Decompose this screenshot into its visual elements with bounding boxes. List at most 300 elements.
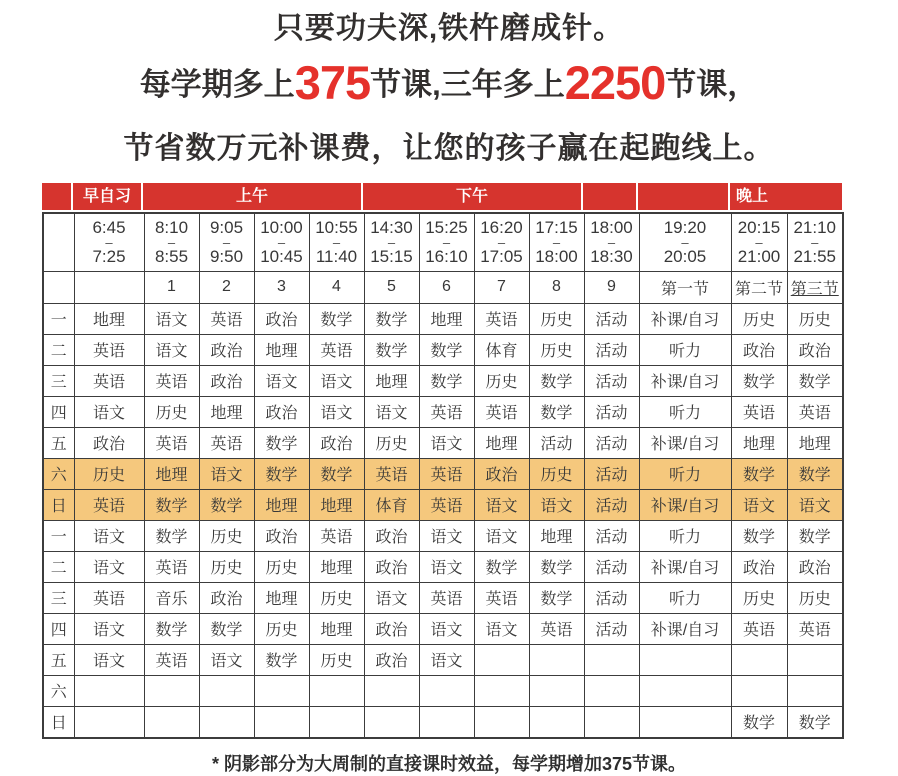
subject-cell [254,644,309,675]
subject-cell [787,396,843,427]
time-dash: – [811,234,819,250]
corner-cell [43,213,74,272]
subject-cell [309,675,364,706]
time-start: 9:05 [209,218,244,238]
subject-cell-text: 英语 [155,374,188,392]
time-dash: – [755,234,763,250]
subject-cell-text: 听力 [668,343,701,361]
subject-cell-text: 数学 [798,374,831,392]
subject-cell [639,396,731,427]
header-bar-segment [363,183,583,210]
subject-cell-text: 补课/自习 [650,498,720,516]
subject-cell-text: 活动 [595,529,628,547]
subject-cell [309,520,364,551]
subject-cell [529,489,584,520]
table-row [43,365,843,396]
subject-cell-text: 英语 [485,591,518,609]
subject-cell-text: 活动 [595,591,628,609]
subject-cell-text: 听力 [668,405,701,423]
subject-cell-text: 音乐 [155,591,188,609]
subject-cell [199,303,254,334]
subject-cell [309,551,364,582]
time-start: 20:15 [737,218,781,238]
subject-cell [584,582,639,613]
time-dash: – [681,234,689,250]
subject-cell-text: 语文 [430,436,463,454]
day-label [43,613,74,644]
subject-cell-text: 英语 [92,498,125,516]
day-label-text: 四 [50,622,67,640]
subject-cell-text: 数学 [742,467,775,485]
subject-cell [364,706,419,738]
time-end: 17:05 [480,246,523,266]
subject-cell-text: 英语 [155,436,188,454]
time-dash: – [105,234,113,250]
subject-cell-text: 历史 [210,560,243,578]
subject-cell-text: 活动 [595,467,628,485]
day-label [43,334,74,365]
subject-cell [419,520,474,551]
subject-cell-text: 语文 [485,498,518,516]
subject-cell [144,458,199,489]
subject-cell-text: 听力 [668,467,701,485]
subject-cell [731,334,787,365]
header-bar-segment-empty [583,183,638,210]
subject-cell [529,706,584,738]
subject-cell [731,427,787,458]
subject-cell [74,427,144,458]
table-row [43,644,843,675]
subject-cell-text: 英语 [92,374,125,392]
subject-cell [309,613,364,644]
table-header-bar [42,183,842,210]
subject-cell [474,644,529,675]
subject-cell [731,458,787,489]
subject-cell-text: 英语 [210,436,243,454]
header-bar-label: 早自习 [82,187,131,205]
subject-cell [787,551,843,582]
table-row [43,396,843,427]
subject-cell-text: 数学 [798,467,831,485]
subject-cell-text: 政治 [265,312,298,330]
subject-cell [419,334,474,365]
subject-cell-text: 地理 [485,436,518,454]
subject-cell [474,551,529,582]
subject-cell-text: 数学 [155,498,188,516]
subject-cell [309,706,364,738]
subject-cell-text: 补课/自习 [650,374,720,392]
subject-cell [474,334,529,365]
day-label [43,396,74,427]
subject-cell [144,520,199,551]
header-bar-segment [73,183,143,210]
table-row [43,427,843,458]
subject-cell [639,675,731,706]
period-cell-text: 8 [552,278,561,296]
day-label [43,458,74,489]
subject-cell [584,706,639,738]
subject-cell-text: 地理 [92,312,125,330]
subject-cell-text: 地理 [210,405,243,423]
subject-cell [419,675,474,706]
subject-cell-text: 历史 [320,591,353,609]
subject-cell [309,303,364,334]
header-bar-segment [730,183,842,210]
subject-cell-text: 历史 [540,467,573,485]
subject-cell-text: 语文 [430,560,463,578]
subject-cell-text: 语文 [265,374,298,392]
subject-cell-text: 数学 [210,622,243,640]
subject-cell-text: 英语 [92,591,125,609]
subject-cell [254,334,309,365]
subject-cell [199,396,254,427]
subject-cell [74,644,144,675]
table-row [43,613,843,644]
period-cell [419,271,474,303]
subject-cell [144,396,199,427]
subject-cell [584,520,639,551]
subject-cell-text: 英语 [742,405,775,423]
subject-cell-text: 历史 [798,312,831,330]
subject-cell-text: 语文 [92,560,125,578]
subject-cell [364,582,419,613]
period-cell-text: 1 [167,278,176,296]
period-cell [144,271,199,303]
subject-cell [364,489,419,520]
subject-cell-text: 历史 [485,374,518,392]
subject-cell [584,365,639,396]
subject-cell [731,675,787,706]
subject-cell-text: 语文 [742,498,775,516]
subject-cell [529,365,584,396]
period-cell-text: 9 [607,278,616,296]
subject-cell-text: 数学 [798,715,831,733]
day-label [43,365,74,396]
subject-cell-text: 活动 [595,560,628,578]
subject-cell [731,396,787,427]
subject-cell [254,613,309,644]
subject-cell-text: 语文 [430,622,463,640]
subject-cell-text: 地理 [155,467,188,485]
period-cell [731,271,787,303]
subject-cell-text: 政治 [375,653,408,671]
subject-cell [254,396,309,427]
subject-cell-text: 英语 [320,343,353,361]
subject-cell-text: 体育 [375,498,408,516]
subject-cell-text: 数学 [210,498,243,516]
period-label-corner [43,271,74,303]
time-start: 14:30 [370,218,413,238]
subject-cell [419,551,474,582]
subject-cell-text: 数学 [375,343,408,361]
period-cell-text: 5 [387,278,396,296]
time-cell [309,213,364,272]
period-cell [639,271,731,303]
subject-cell [787,489,843,520]
day-label [43,706,74,738]
subject-cell-text: 英语 [742,622,775,640]
subject-cell [364,613,419,644]
subject-cell-text: 数学 [430,343,463,361]
subject-cell-text: 政治 [92,436,125,454]
subject-cell-text: 语文 [92,622,125,640]
subject-cell-text: 英语 [375,467,408,485]
time-cell [731,213,787,272]
subject-cell [364,644,419,675]
subject-cell-text: 英语 [430,467,463,485]
subject-cell [144,365,199,396]
time-cell [584,213,639,272]
subject-cell [144,489,199,520]
subject-cell-text: 英语 [485,312,518,330]
subject-cell-text: 数学 [375,312,408,330]
subject-cell [309,489,364,520]
subject-cell [254,489,309,520]
subject-cell-text: 数学 [155,529,188,547]
subject-cell [787,613,843,644]
subject-cell [584,644,639,675]
subject-cell [419,644,474,675]
timetable [42,212,844,739]
table-row [43,551,843,582]
subject-cell-text: 地理 [265,343,298,361]
subject-cell-text: 体育 [485,343,518,361]
subject-cell [639,644,731,675]
subject-cell [529,613,584,644]
table-row [43,489,843,520]
subject-cell [529,334,584,365]
subject-cell [639,458,731,489]
subject-cell [529,427,584,458]
period-cell-text: 3 [277,278,286,296]
subject-cell-text: 地理 [320,498,353,516]
subject-cell [787,303,843,334]
subject-cell-text: 数学 [540,560,573,578]
subject-cell-text: 语文 [320,374,353,392]
time-start: 16:20 [480,218,523,238]
subject-cell [474,706,529,738]
time-end: 11:40 [315,246,358,266]
lessons-three-years-number: 2250 [564,55,666,109]
period-cell [74,271,144,303]
subject-cell [74,334,144,365]
subject-cell-text: 活动 [595,622,628,640]
subject-cell [639,365,731,396]
subject-cell [787,706,843,738]
subject-cell-text: 英语 [430,498,463,516]
subject-cell [309,582,364,613]
table-row [43,582,843,613]
subject-cell-text: 英语 [798,405,831,423]
day-label-text: 五 [50,436,67,454]
day-label-text: 五 [50,653,67,671]
subject-cell-text: 补课/自习 [650,436,720,454]
period-cell-text: 6 [442,278,451,296]
time-end: 16:10 [425,246,468,266]
subject-cell [199,427,254,458]
table-row [43,520,843,551]
subject-cell-text: 活动 [540,436,573,454]
subject-cell-text: 语文 [320,405,353,423]
subject-cell-text: 数学 [320,467,353,485]
subject-cell [731,706,787,738]
subject-cell [309,396,364,427]
subject-cell-text: 历史 [210,529,243,547]
subject-cell [731,613,787,644]
period-cell [529,271,584,303]
subject-cell [199,644,254,675]
subject-cell-text: 语文 [375,591,408,609]
period-cell [474,271,529,303]
period-cell-text: 第一节 [660,280,709,298]
subject-cell [474,613,529,644]
time-dash: – [222,234,231,250]
slogan-line-3: 节省数万元补课费，让您的孩子赢在起跑线上。 [123,131,775,165]
subject-cell [787,365,843,396]
subject-cell [787,582,843,613]
subject-cell-text: 地理 [265,591,298,609]
subject-cell [529,644,584,675]
subject-cell [787,675,843,706]
subject-cell [74,675,144,706]
subject-cell-text: 政治 [742,343,775,361]
subject-cell-text: 历史 [155,405,188,423]
time-cell [474,213,529,272]
subject-cell-text: 数学 [320,312,353,330]
lessons-per-term-number: 375 [294,55,371,109]
subject-cell-text: 政治 [485,467,518,485]
subject-cell [529,458,584,489]
period-cell [584,271,639,303]
subject-cell [309,458,364,489]
subject-cell-text: 活动 [595,374,628,392]
subject-cell-text: 数学 [265,467,298,485]
period-cell-text: 7 [497,278,506,296]
subject-cell [74,396,144,427]
time-cell [419,213,474,272]
subject-cell [529,582,584,613]
subject-cell-text: 英语 [92,343,125,361]
subject-cell [364,303,419,334]
subject-cell-text: 数学 [742,715,775,733]
subject-cell [639,582,731,613]
timetable-section [42,183,844,739]
subject-cell-text: 语文 [92,405,125,423]
subject-cell [419,613,474,644]
time-start: 21:10 [793,218,837,238]
header-bar-segment-empty [638,183,730,210]
time-dash: – [552,234,561,250]
subject-cell-text: 语文 [798,498,831,516]
subject-cell [199,582,254,613]
subject-cell-text: 语文 [155,343,188,361]
table-row [43,706,843,738]
subject-cell-text: 政治 [798,343,831,361]
subject-cell [529,551,584,582]
slogan-line-2 [0,52,898,113]
subject-cell-text: 数学 [742,374,775,392]
subject-cell-text: 政治 [798,560,831,578]
day-label-text: 日 [50,498,67,516]
subject-cell [787,644,843,675]
subject-cell [584,396,639,427]
day-label-text: 日 [50,715,67,733]
subject-cell-text: 语文 [210,467,243,485]
day-label-text: 二 [50,343,67,361]
period-cell [199,271,254,303]
subject-cell-text: 英语 [540,622,573,640]
subject-cell-text: 活动 [595,498,628,516]
subject-cell [364,458,419,489]
period-cell-text: 4 [332,278,341,296]
subject-cell [364,334,419,365]
header-bar-label: 晚上 [736,187,769,205]
subject-cell-text: 活动 [595,343,628,361]
subject-cell [144,613,199,644]
subject-cell [584,551,639,582]
day-label [43,427,74,458]
subject-cell [74,706,144,738]
subject-cell [144,644,199,675]
subject-cell-text: 地理 [430,312,463,330]
time-dash: – [442,234,451,250]
subject-cell [787,334,843,365]
time-start: 17:15 [535,218,578,238]
subject-cell [731,644,787,675]
subject-cell-text: 政治 [742,560,775,578]
subject-cell-text: 历史 [92,467,125,485]
subject-cell [731,551,787,582]
time-start: 10:00 [260,218,303,238]
time-dash: – [332,234,341,250]
subject-cell [74,551,144,582]
day-label-text: 六 [50,467,67,485]
subject-cell-text: 英语 [485,405,518,423]
subject-cell-text: 语文 [430,653,463,671]
subject-cell [144,582,199,613]
subject-cell [419,706,474,738]
subject-cell [74,520,144,551]
header-bar-label: 上午 [235,187,268,205]
time-dash: – [167,234,176,250]
subject-cell-text: 数学 [430,374,463,392]
period-cell [364,271,419,303]
subject-cell-text: 数学 [540,405,573,423]
day-label-text: 一 [50,312,67,330]
subject-cell [731,365,787,396]
footnote: * 阴影部分为大周制的直接课时效益，每学期增加375节课。 [211,753,687,774]
subject-cell [199,520,254,551]
time-dash: – [387,234,396,250]
period-cell-text: 第二节 [734,280,783,298]
subject-cell [144,706,199,738]
day-label-text: 四 [50,405,67,423]
day-label [43,675,74,706]
subject-cell [199,706,254,738]
time-start: 15:25 [425,218,468,238]
subject-cell-text: 听力 [668,529,701,547]
subject-cell [584,334,639,365]
subject-cell [254,365,309,396]
subject-cell-text: 数学 [742,529,775,547]
header-bar-label: 下午 [455,187,488,205]
subject-cell [584,613,639,644]
period-cell [254,271,309,303]
subject-cell-text: 语文 [540,498,573,516]
slogan-line2-text2: 节课,三年多上 [370,66,565,102]
subject-cell-text: 地理 [798,436,831,454]
subject-cell [199,551,254,582]
